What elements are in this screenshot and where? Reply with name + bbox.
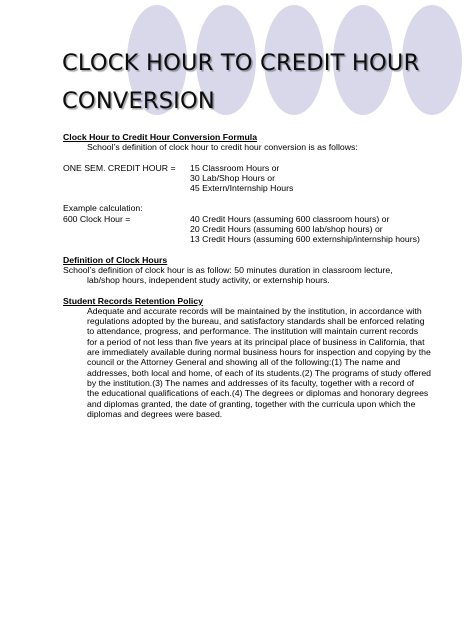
definition-line: School’s definition of clock hour is as follow: 50 minutes duration in classroom lecture, [63,264,393,275]
formula-value: 15 Classroom Hours or [190,162,280,173]
title-line-1: CLOCK HOUR TO CREDIT HOUR [62,50,420,76]
example-values [190,214,420,245]
example-value: 20 Credit Hours (assuming 600 lab/shop hours) or [190,224,383,235]
formula-intro: School’s definition of clock hour to credit hour conversion is as follows: [87,142,358,153]
formula-row [63,163,443,194]
retention-heading: Student Records Retention Policy [63,295,203,306]
retention-paragraph [63,306,443,419]
example-label: 600 Clock Hour = [63,213,131,224]
document-body [63,132,443,419]
formula-value: 45 Extern/Internship Hours [190,183,294,194]
retention-line: Adequate and accurate records will be maintained by the institution, in accordance with [87,305,422,316]
page-title [62,44,462,120]
retention-line: the educational qualifications of each.(4) The degrees or diplomas and honorary degrees [87,388,429,399]
example-heading: Example calculation: [63,203,143,214]
definition-heading: Definition of Clock Hours [63,254,168,265]
title-line-2: CONVERSION [62,88,215,114]
example-value: 40 Credit Hours (assuming 600 classroom hours) or [190,213,390,224]
formula-label: ONE SEM. CREDIT HOUR = [63,162,176,173]
formula-value: 30 Lab/Shop Hours or [190,172,276,183]
definition-line: lab/shop hours, independent study activity, or externship hours. [87,275,330,286]
retention-line: are immediately available during normal business hours for inspection and copying by the [87,347,431,358]
retention-line: regulations adopted by the bureau, and satisfactory standards shall be enforced relating [87,316,425,327]
example-section [63,203,443,244]
example-value: 13 Credit Hours (assuming 600 externship/internship hours) [190,234,420,245]
retention-line: by the institution.(3) The names and addresses of its faculty, together with a record of [87,377,415,388]
retention-line: to attendance, progress, and performance. The institution will maintain current records [87,326,419,337]
formula-heading: Clock Hour to Credit Hour Conversion Formula [63,132,258,142]
formula-section [63,132,443,193]
retention-line: addresses, both local and home, of each of its students.(2) The programs of study offered [87,367,431,378]
retention-line: and diplomas granted, the date of granting, together with the curricula upon which the [87,398,416,409]
retention-line: council or the Attorney General and showing all of the following:(1) The name and [87,357,401,368]
retention-line: diplomas and degrees were based. [87,408,223,419]
example-row [63,214,443,245]
definition-section [63,255,443,286]
retention-section [63,296,443,420]
retention-line: for a period of not less than five years at its principal place of business in California, that [87,336,425,347]
formula-values [190,163,293,194]
